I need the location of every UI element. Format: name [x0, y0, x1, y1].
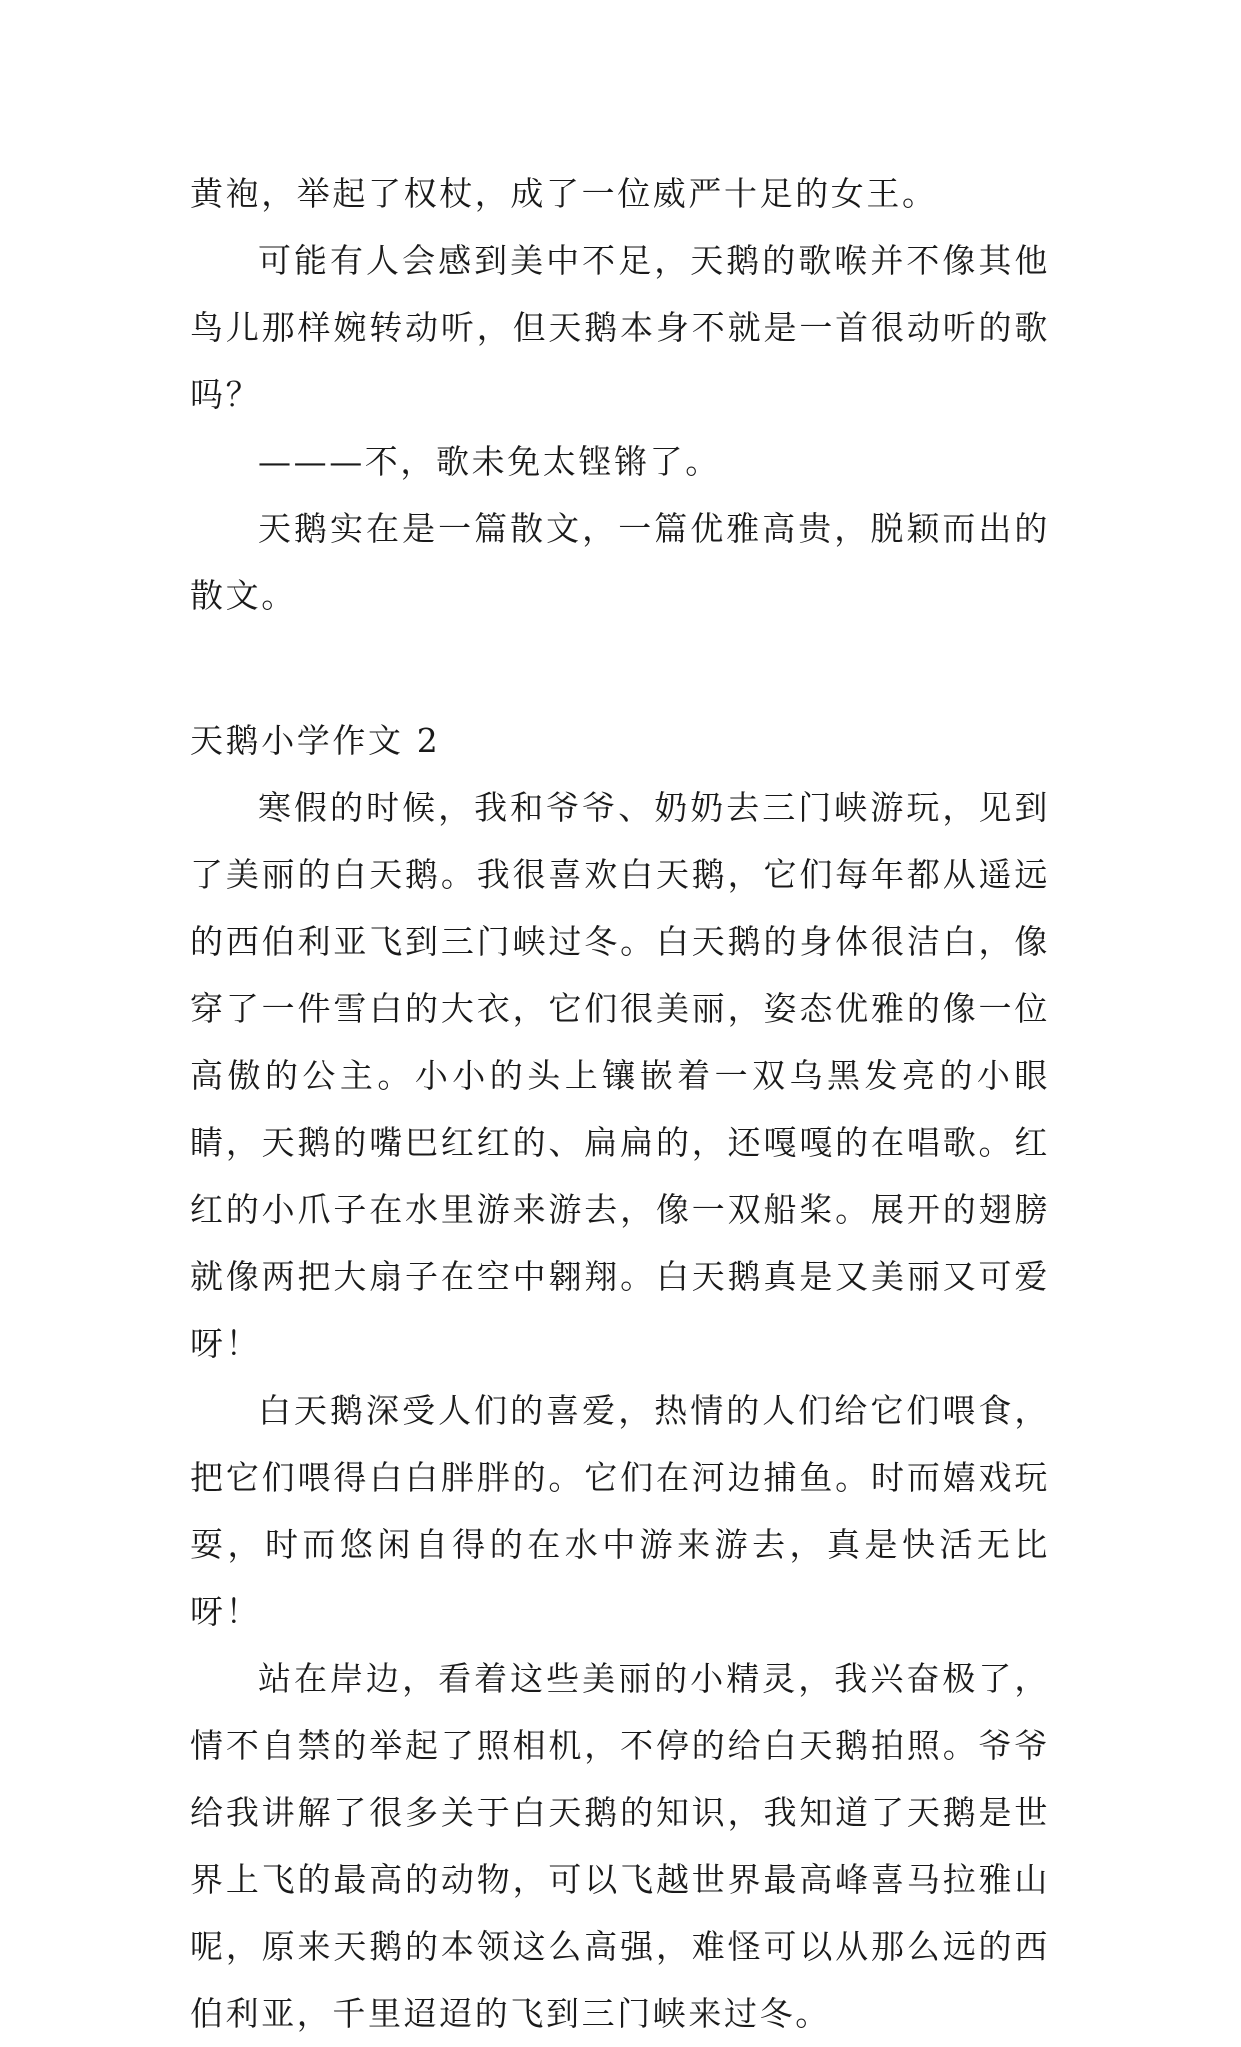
paragraph: ———不，歌未免太铿锵了。 [258, 442, 721, 481]
paragraph: 黄袍，举起了权杖，成了一位威严十足的女王。 [190, 174, 938, 213]
paragraph: 寒假的时候，我和爷爷、奶奶去三门峡游玩，见到了美丽的白天鹅。我很喜欢白天鹅，它们每年都从遥远的西伯利亚飞到三门峡过冬。白天鹅的身体很洁白，像穿了一件雪白的大衣，它们很美丽，姿态优雅的像一位高傲的公主。小小的头上镶嵌着一双乌黑发亮的小眼睛，天鹅的嘴巴红红的、扁扁的，还嘎嘎的在唱歌。红红的小爪子在水里游来游去，像一双船桨。展开的翅膀就像两把大扇子在空中翱翔。白天鹅真是又美丽又可爱呀！ [190, 788, 1050, 1363]
paragraph: 天鹅实在是一篇散文，一篇优雅高贵，脱颖而出的散文。 [190, 509, 1050, 615]
section-spacer [190, 629, 1050, 707]
paragraph: 站在岸边，看着这些美丽的小精灵，我兴奋极了，情不自禁的举起了照相机，不停的给白天鹅拍照。爷爷给我讲解了很多关于白天鹅的知识，我知道了天鹅是世界上飞的最高的动物，可以飞越世界最高峰喜马拉雅山呢，原来天鹅的本领这么高强，难怪可以从那么远的西伯利亚，千里迢迢的飞到三门峡来过冬。 [190, 1659, 1050, 2033]
paragraph: 可能有人会感到美中不足，天鹅的歌喉并不像其他鸟儿那样婉转动听，但天鹅本身不就是一首很动听的歌吗？ [190, 241, 1050, 414]
document-body [190, 160, 1050, 2047]
section-title: 天鹅小学作文 2 [190, 721, 441, 760]
paragraph: 白天鹅深受人们的喜爱，热情的人们给它们喂食，把它们喂得白白胖胖的。它们在河边捕鱼。时而嬉戏玩耍，时而悠闲自得的在水中游来游去，真是快活无比呀！ [190, 1391, 1050, 1631]
